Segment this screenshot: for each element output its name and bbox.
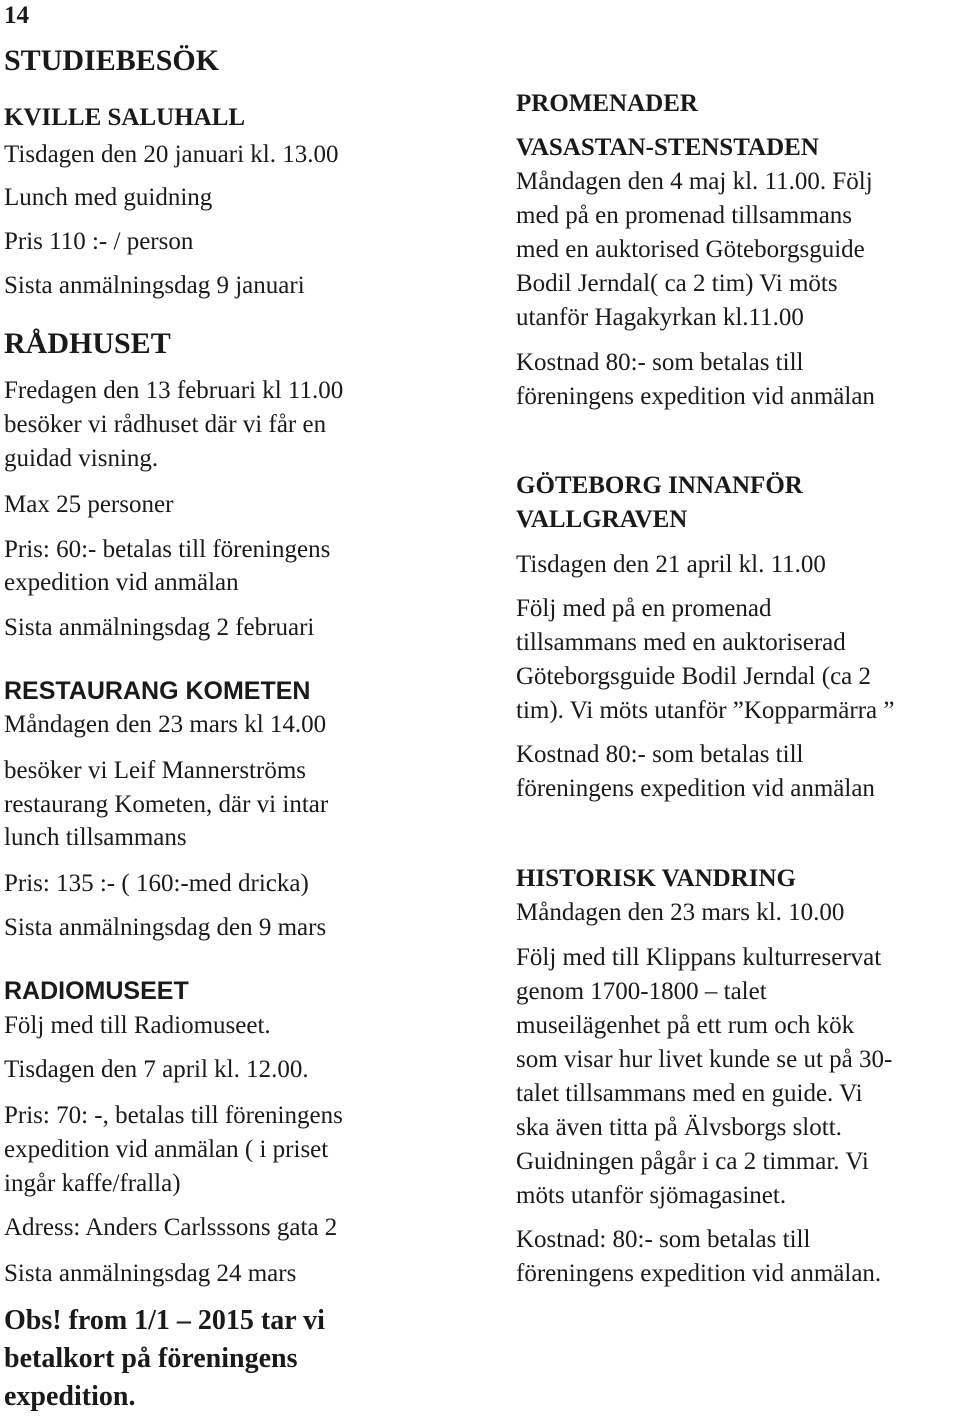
text-line: Pris: 135 :- ( 160:-med dricka) <box>4 870 309 897</box>
text-line: Pris: 60:- betalas till föreningens <box>4 536 331 563</box>
text-line: Tisdagen den 7 april kl. 12.00. <box>4 1056 309 1083</box>
text-line: som visar hur livet kunde se ut på 30- <box>516 1046 893 1073</box>
text-line: Kostnad: 80:- som betalas till <box>516 1226 811 1253</box>
text-line: med en auktorised Göteborgsguide <box>516 236 865 263</box>
text-line: Adress: Anders Carlsssons gata 2 <box>4 1214 338 1241</box>
text-line: föreningens expedition vid anmälan <box>516 383 875 410</box>
text-line: Göteborgsguide Bodil Jerndal (ca 2 <box>516 663 872 690</box>
text-line: Tisdagen den 21 april kl. 11.00 <box>516 551 826 578</box>
page-number: 14 <box>4 2 29 29</box>
text-line: Sista anmälningsdag den 9 mars <box>4 914 327 941</box>
text-line: Pris: 70: -, betalas till föreningens <box>4 1102 343 1129</box>
text-line: Sista anmälningsdag 24 mars <box>4 1260 297 1287</box>
text-line: expedition vid anmälan ( i priset <box>4 1136 329 1163</box>
section-subheading: VASASTAN-STENSTADEN <box>516 134 819 161</box>
obs-notice-line: betalkort på föreningens <box>4 1343 298 1374</box>
section-heading-historisk: HISTORISK VANDRING <box>516 865 796 892</box>
text-line: besöker vi Leif Mannerströms <box>4 757 307 784</box>
text-line: talet tillsammans med en guide. Vi <box>516 1080 863 1107</box>
text-line: Kostnad 80:- som betalas till <box>516 349 804 376</box>
text-line: Lunch med guidning <box>4 184 213 211</box>
obs-notice-line: expedition. <box>4 1381 136 1412</box>
text-line: föreningens expedition vid anmälan <box>516 775 875 802</box>
text-line: museilägenhet på ett rum och kök <box>516 1012 855 1039</box>
text-line: Måndagen den 23 mars kl. 10.00 <box>516 899 845 926</box>
text-line: Kostnad 80:- som betalas till <box>516 741 804 768</box>
section-heading-goteborg: GÖTEBORG INNANFÖR <box>516 472 803 499</box>
text-line: med på en promenad tillsammans <box>516 202 853 229</box>
section-heading-kville: KVILLE SALUHALL <box>4 104 246 131</box>
text-line: utanför Hagakyrkan kl.11.00 <box>516 304 804 331</box>
text-line: expedition vid anmälan <box>4 569 239 596</box>
section-heading-radhuset: RÅDHUSET <box>4 327 171 360</box>
text-line: föreningens expedition vid anmälan. <box>516 1260 882 1287</box>
section-subheading: VALLGRAVEN <box>516 506 688 533</box>
text-line: genom 1700-1800 – talet <box>516 978 767 1005</box>
text-line: Fredagen den 13 februari kl 11.00 <box>4 377 344 404</box>
text-line: besöker vi rådhuset där vi får en <box>4 411 327 438</box>
text-line: Guidningen pågår i ca 2 timmar. Vi <box>516 1148 869 1175</box>
text-line: tillsammans med en auktoriserad <box>516 629 846 656</box>
text-line: Måndagen den 4 maj kl. 11.00. Följ <box>516 168 873 195</box>
section-heading-radiomuseet: RADIOMUSEET <box>4 977 189 1005</box>
text-line: Tisdagen den 20 januari kl. 13.00 <box>4 141 339 168</box>
text-line: Måndagen den 23 mars kl 14.00 <box>4 711 327 738</box>
section-heading-kometen: RESTAURANG KOMETEN <box>4 677 311 705</box>
page-title: STUDIEBESÖK <box>4 44 220 77</box>
text-line: Följ med på en promenad <box>516 595 772 622</box>
obs-notice-line: Obs! from 1/1 – 2015 tar vi <box>4 1305 325 1336</box>
text-line: Pris 110 :- / person <box>4 228 194 255</box>
text-line: ingår kaffe/fralla) <box>4 1170 181 1197</box>
text-line: ska även titta på Älvsborgs slott. <box>516 1114 842 1141</box>
text-line: Följ med till Klippans kulturreservat <box>516 944 882 971</box>
text-line: guidad visning. <box>4 445 159 472</box>
text-line: restaurang Kometen, där vi intar <box>4 791 329 818</box>
text-line: Sista anmälningsdag 9 januari <box>4 272 305 299</box>
text-line: möts utanför sjömagasinet. <box>516 1182 787 1209</box>
text-line: tim). Vi möts utanför ”Kopparmärra ” <box>516 697 895 724</box>
text-line: Sista anmälningsdag 2 februari <box>4 614 315 641</box>
text-line: Max 25 personer <box>4 491 174 518</box>
text-line: Bodil Jerndal( ca 2 tim) Vi möts <box>516 270 838 297</box>
text-line: Följ med till Radiomuseet. <box>4 1012 271 1039</box>
text-line: lunch tillsammans <box>4 824 187 851</box>
section-heading-promenader: PROMENADER <box>516 90 698 117</box>
